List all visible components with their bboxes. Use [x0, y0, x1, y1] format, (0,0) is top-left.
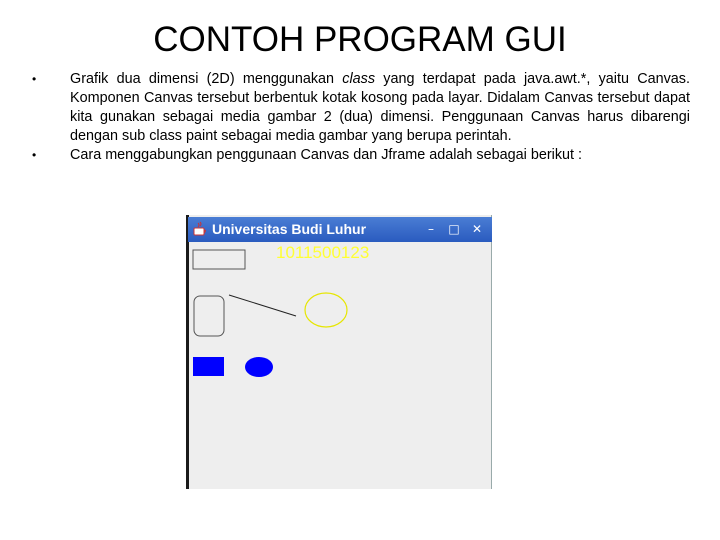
- bullet-text-em: class: [342, 71, 376, 87]
- bullet-marker: •: [32, 148, 37, 162]
- yellow-oval: [305, 293, 347, 327]
- drawing-canvas: [189, 242, 492, 489]
- line-shape: [229, 295, 296, 316]
- bullet-item: [30, 146, 690, 165]
- window-title: Universitas Budi Luhur: [212, 221, 367, 237]
- java-icon: [192, 221, 208, 237]
- bullet-text-pre: Grafik dua dimensi (2D) menggunakan: [70, 71, 343, 87]
- close-button[interactable]: ✕: [471, 222, 483, 236]
- bullet-list: [30, 70, 690, 165]
- outline-rectangle: [193, 250, 245, 269]
- bullet-marker: •: [32, 72, 37, 86]
- bullet-text-post: yang terdapat pada java.awt.*, yaitu Canvas. Komponen Canvas tersebut berbentuk kotak kosong pada layar. Didalam Canvas tersebut dapat kita gunakan sebagai media gambar 2 (dua) dimensi. Penggunaan Canvas harus dibarengi dengan sub class paint sebagai media gambar yang berupa perintah.: [70, 71, 690, 144]
- bullet-text: Cara menggabungkan penggunaan Canvas dan Jframe adalah sebagai berikut :: [70, 147, 583, 163]
- bullet-item: [30, 70, 690, 146]
- filled-blue-rectangle: [193, 357, 224, 376]
- window-titlebar[interactable]: [188, 217, 492, 242]
- maximize-button[interactable]: □: [448, 222, 460, 236]
- slide-title: CONTOH PROGRAM GUI: [153, 20, 567, 59]
- filled-blue-oval: [245, 357, 273, 377]
- canvas-text: 1011500123: [276, 243, 370, 262]
- rounded-rectangle: [194, 296, 224, 336]
- minimize-button[interactable]: –: [428, 222, 434, 236]
